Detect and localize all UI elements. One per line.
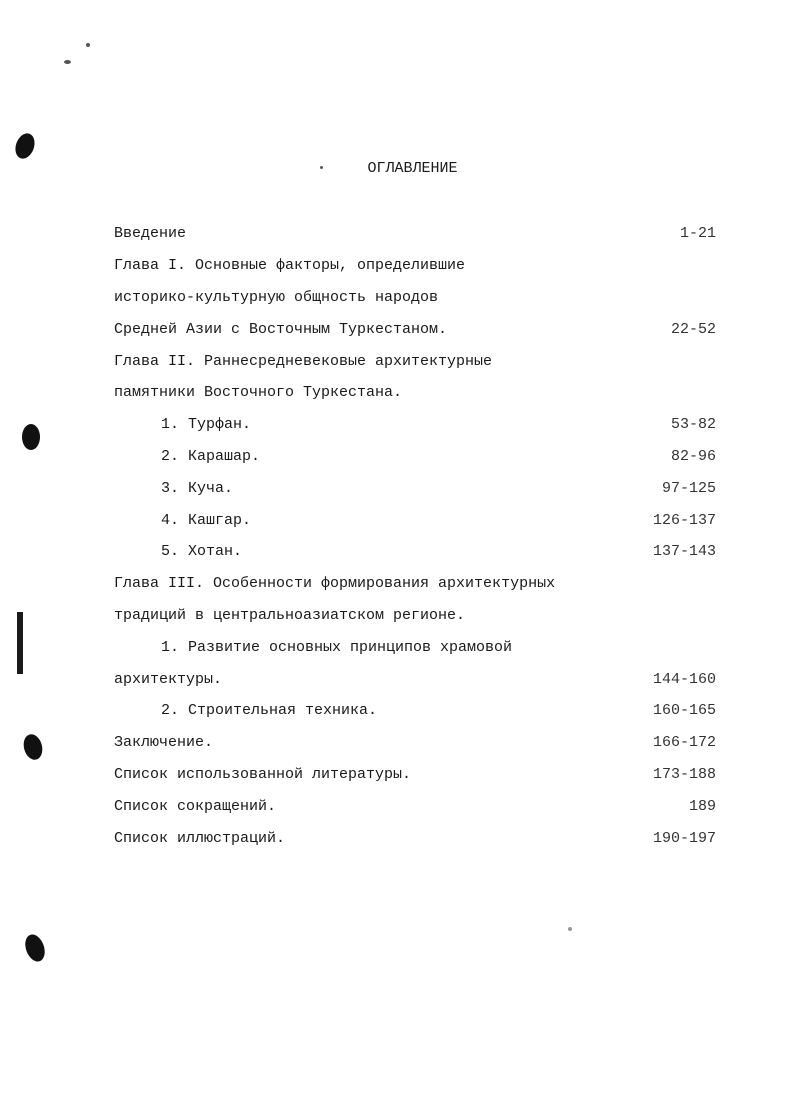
toc-entry-label: 2. Карашар. [161, 447, 261, 465]
toc-entry [114, 504, 716, 536]
table-of-contents [114, 218, 716, 854]
toc-entry-label: 5. Хотан. [161, 543, 243, 561]
page-title: ОГЛАВЛЕНИЕ [367, 160, 458, 177]
toc-entry [114, 600, 716, 632]
toc-entry-label: архитектуры. [114, 670, 223, 688]
toc-entry-page-range: 144-160 [652, 670, 716, 688]
toc-entry-page-range: 82-96 [670, 447, 716, 465]
toc-entry [114, 313, 716, 345]
toc-entry-page-range: 173-188 [652, 765, 716, 783]
binder-hole-mark [22, 932, 48, 964]
binder-hole-mark [12, 131, 38, 162]
toc-entry-label: памятники Восточного Туркестана. [114, 384, 403, 402]
scan-speck [568, 927, 572, 931]
toc-entry-page-range: 189 [688, 797, 716, 815]
toc-entry-label: Глава I. Основные факторы, определившие [114, 257, 466, 275]
toc-entry [114, 568, 716, 600]
toc-entry-label: Список иллюстраций. [114, 829, 286, 847]
scan-speck [64, 60, 71, 64]
toc-entry-label: Глава III. Особенности формирования архитектурных [114, 575, 556, 593]
toc-entry [114, 759, 716, 791]
toc-entry-page-range: 137-143 [652, 543, 716, 561]
toc-entry-label: Список использованной литературы. [114, 765, 412, 783]
toc-entry [114, 218, 716, 250]
toc-entry [114, 727, 716, 759]
toc-entry-label: 3. Куча. [161, 479, 234, 497]
toc-entry-label: Введение [114, 225, 187, 243]
toc-entry-label: Средней Азии с Восточным Туркестаном. [114, 320, 448, 338]
scan-speck [86, 43, 90, 47]
toc-entry-label: 1. Развитие основных принципов храмовой [161, 638, 513, 656]
toc-entry-label: Глава II. Раннесредневековые архитектурные [114, 352, 493, 370]
toc-entry-page-range: 166-172 [652, 734, 716, 752]
toc-entry [114, 345, 716, 377]
toc-entry-label: 1. Турфан. [161, 416, 252, 434]
toc-entry-page-range: 160-165 [652, 702, 716, 720]
binder-hole-mark [21, 732, 45, 762]
toc-entry-page-range: 126-137 [652, 511, 716, 529]
toc-entry-page-range: 1-21 [679, 225, 716, 243]
toc-entry [114, 822, 716, 854]
toc-entry-label: историко-культурную общность народов [114, 288, 439, 306]
toc-entry-label: Заключение. [114, 734, 214, 752]
toc-entry [114, 631, 716, 663]
toc-entry-page-range: 53-82 [670, 416, 716, 434]
toc-entry [114, 409, 716, 441]
toc-entry-page-range: 22-52 [670, 320, 716, 338]
binder-hole-mark [22, 424, 40, 450]
toc-entry [114, 377, 716, 409]
toc-entry-page-range: 190-197 [652, 829, 716, 847]
toc-entry [114, 282, 716, 314]
toc-entry [114, 472, 716, 504]
toc-entry [114, 695, 716, 727]
toc-entry [114, 663, 716, 695]
edge-scan-mark [17, 612, 23, 674]
toc-entry [114, 790, 716, 822]
toc-entry-label: 2. Строительная техника. [161, 702, 378, 720]
toc-entry [114, 441, 716, 473]
toc-entry-page-range: 97-125 [661, 479, 716, 497]
toc-entry-label: Список сокращений. [114, 797, 277, 815]
toc-entry [114, 536, 716, 568]
toc-entry [114, 250, 716, 282]
toc-entry-label: традиций в центральноазиатском регионе. [114, 606, 466, 624]
toc-entry-label: 4. Кашгар. [161, 511, 252, 529]
